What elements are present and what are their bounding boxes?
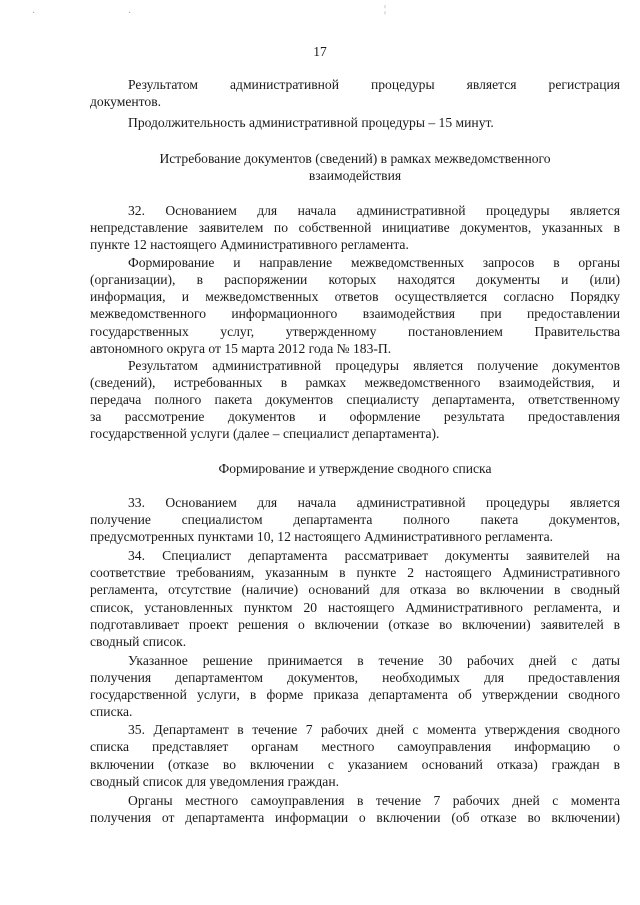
paragraph-line: за рассмотрение документов и оформление результата предоставления xyxy=(90,409,620,424)
page-number: 17 xyxy=(313,44,327,59)
paragraph-line: регламента, отсутствие (наличие) оснований для отказа во включении в сводный xyxy=(90,582,620,597)
paragraph-line: соответствие требованиям, указанным в пункте 2 настоящего Административного xyxy=(90,565,620,580)
paragraph-line: передача полного пакета документов специалисту департамента, ответственному xyxy=(90,392,620,407)
paragraph-line: 32. Основанием для начала административной процедуры является xyxy=(128,203,620,218)
paragraph-line: включении (отказе во включении с указанием оснований отказа) граждан в xyxy=(90,757,620,772)
paragraph-line: 33. Основанием для начала административной процедуры является xyxy=(128,495,620,510)
paragraph-line: получения от департамента информации о включении (об отказе во включении) xyxy=(90,810,620,825)
paragraph-line: подготавливает проект решения о включении (отказе во включении) заявителей в xyxy=(90,617,620,632)
paragraph-line: Формирование и направление межведомственных запросов в органы xyxy=(128,255,620,270)
paragraph-line: Результатом административной процедуры является получение документов xyxy=(128,358,620,373)
paragraph-line: непредставление заявителем по собственной инициативе документов, указанных в xyxy=(90,220,620,235)
paragraph-line: список, установленных пунктом 20 настоящего Административного регламента, и xyxy=(90,600,620,615)
paragraph-line: (сведений), истребованных в рамках межведомственного взаимодействия, и xyxy=(90,375,620,390)
paragraph-line: Продолжительность административной процедуры – 15 минут. xyxy=(128,115,494,130)
paragraph-line: Результатом административной процедуры является регистрация xyxy=(128,77,620,92)
paragraph-line: межведомственного информационного взаимодействия при предоставлении xyxy=(90,306,620,321)
paragraph-line: списка. xyxy=(90,704,133,719)
paragraph-line: государственной услуги, в форме приказа департамента об утверждении сводного xyxy=(90,687,620,702)
scan-mark: · xyxy=(128,8,132,19)
paragraph-line: списка представляет органам местного самоуправления информацию о xyxy=(90,739,620,754)
section-heading: Формирование и утверждение сводного списка xyxy=(218,461,492,476)
paragraph-line: (организации), в распоряжении которых находятся документы и (или) xyxy=(90,272,620,287)
section-heading: взаимодействия xyxy=(308,168,402,183)
paragraph-line: пункте 12 настоящего Административного регламента. xyxy=(90,237,409,252)
paragraph-line: Органы местного самоуправления в течение 7 рабочих дней с момента xyxy=(128,793,620,808)
scan-mark: ¦ xyxy=(384,4,387,15)
paragraph-line: сводный список для уведомления граждан. xyxy=(90,774,340,789)
paragraph-line: автономного округа от 15 марта 2012 года № 183-П. xyxy=(90,341,392,356)
scan-mark: · xyxy=(32,8,36,19)
paragraph-line: получения департаментом документов, необходимых для предоставления xyxy=(90,670,620,685)
paragraph-line: сводный список. xyxy=(90,634,187,649)
paragraph-line: государственных услуг, утвержденному постановлением Правительства xyxy=(90,324,620,339)
paragraph-line: документов. xyxy=(90,94,162,109)
paragraph-line: информация, и межведомственных ответов осуществляется согласно Порядку xyxy=(90,289,620,304)
paragraph-line: Указанное решение принимается в течение 30 рабочих дней с даты xyxy=(128,653,620,668)
paragraph-line: государственной услуги (далее – специалист департамента). xyxy=(90,426,440,441)
paragraph-line: 35. Департамент в течение 7 рабочих дней с момента утверждения сводного xyxy=(128,722,620,737)
section-heading: Истребование документов (сведений) в рамках межведомственного xyxy=(159,151,551,166)
paragraph-line: предусмотренных пунктами 10, 12 настоящего Административного регламента. xyxy=(90,529,554,544)
paragraph-line: получение специалистом департамента полного пакета документов, xyxy=(90,512,620,527)
paragraph-line: 34. Специалист департамента рассматривает документы заявителей на xyxy=(128,548,620,563)
